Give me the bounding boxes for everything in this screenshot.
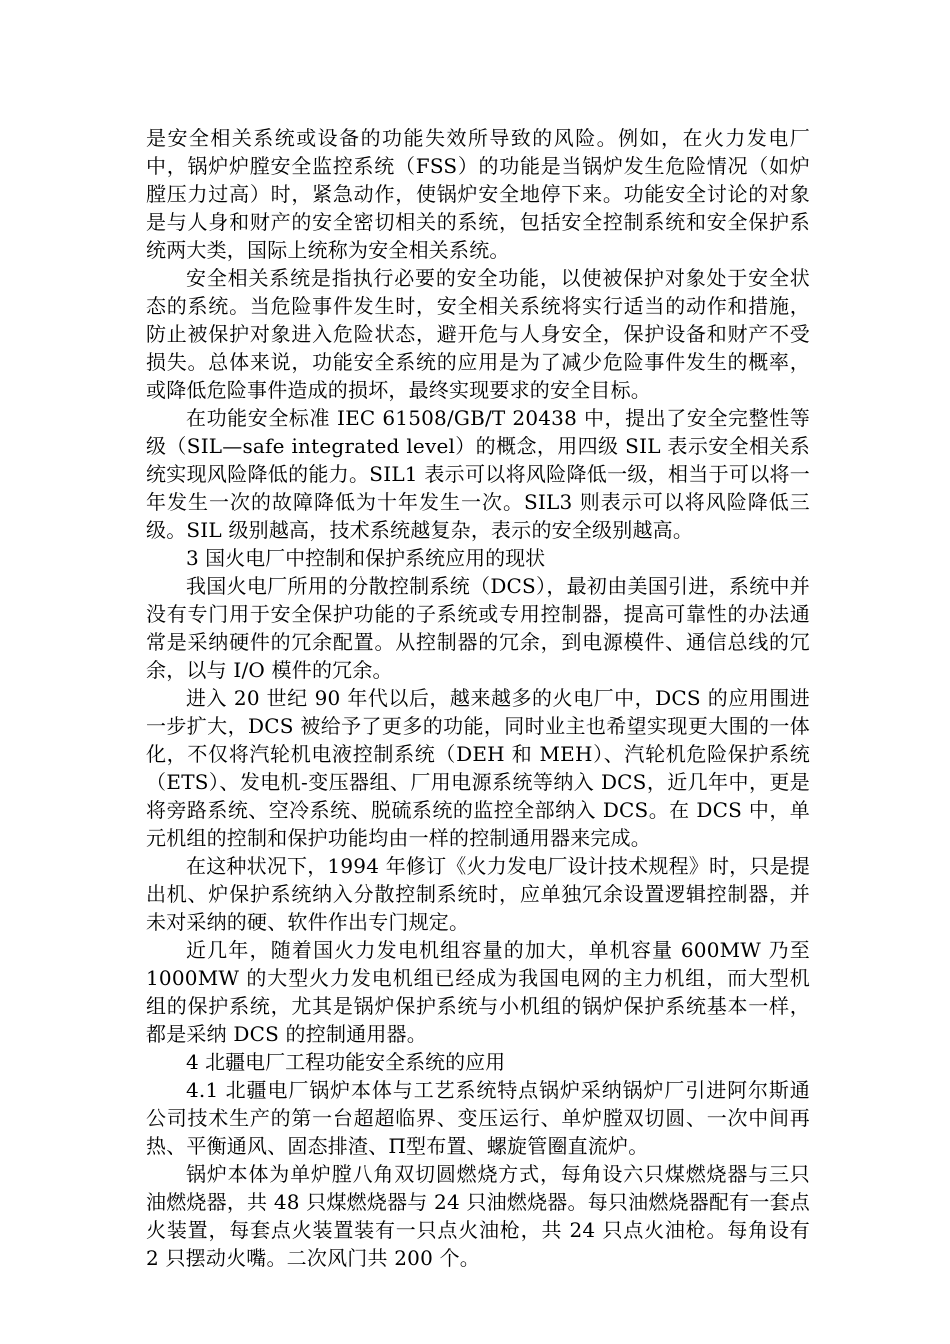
paragraph-dcs-origin: 我国火电厂所用的分散控制系统（DCS），最初由美国引进，系统中并没有专门用于安全保护功能的子系统或专用控制器，提高可靠性的办法通常是采纳硬件的冗余配置。从控制器的冗余，到电源模件、通信总线的冗余，以与 I/O 模件的冗余。 xyxy=(146,574,810,682)
paragraph-1994-regulation: 在这种状况下，1994 年修订《火力发电厂设计技术规程》时，只是提出机、炉保护系统纳入分散控制系统时，应单独冗余设置逻辑控制器，并未对采纳的硬、软件作出专门规定。 xyxy=(146,854,810,934)
paragraph-boiler-features: 4.1 北疆电厂锅炉本体与工艺系统特点锅炉采纳锅炉厂引进阿尔斯通公司技术生产的第一台超超临界、变压运行、单炉膛双切圆、一次中间再热、平衡通风、固态排渣、Π型布置、螺旋管圈直流炉。 xyxy=(146,1078,810,1158)
paragraph-functional-safety-risk: 是安全相关系统或设备的功能失效所导致的风险。例如，在火力发电厂中，锅炉炉膛安全监控系统（FSS）的功能是当锅炉发生危险情况（如炉膛压力过高）时，紧急动作，使锅炉安全地停下来。功能安全讨论的对象是与人身和财产的安全密切相关的系统，包括安全控制系统和安全保护系统两大类，国际上统称为安全相关系统。 xyxy=(146,126,810,262)
paragraph-large-units: 近几年，随着国火力发电机组容量的加大，单机容量 600MW 乃至 1000MW 的大型火力发电机组已经成为我国电网的主力机组，而大型机组的保护系统，尤其是锅炉保护系统与小机组的锅炉保护系统基本一样，都是采纳 DCS 的控制通用器。 xyxy=(146,938,810,1046)
section-heading-4: 4 北疆电厂工程功能安全系统的应用 xyxy=(186,1050,506,1074)
paragraph-sil-standard: 在功能安全标准 IEC 61508/GB/T 20438 中，提出了安全完整性等级（SIL—safe integrated level）的概念，用四级 SIL 表示安全相关系统实现风险降低的能力。SIL1 表示可以将风险降低一级，相当于可以将一年发生一次的故障降低为十年发生一次。SIL3 则表示可以将风险降低三级。SIL 级别越高，技术系统越复杂，表示的安全级别越高。 xyxy=(146,406,810,542)
paragraph-boiler-burners: 锅炉本体为单炉膛八角双切圆燃烧方式，每角设六只煤燃烧器与三只油燃烧器，共 48 只煤燃烧器与 24 只油燃烧器。每只油燃烧器配有一套点火装置，每套点火装置装有一只点火油枪，共 24 只点火油枪。每角设有 2 只摆动火嘴。二次风门共 200 个。 xyxy=(146,1162,810,1270)
paragraph-dcs-expansion: 进入 20 世纪 90 年代以后，越来越多的火电厂中，DCS 的应用围进一步扩大，DCS 被给予了更多的功能，同时业主也希望实现更大围的一体化，不仅将汽轮机电液控制系统（DEH 和 MEH）、汽轮机危险保护系统（ETS）、发电机-变压器组、厂用电源系统等纳入 DCS，近几年中，更是将旁路系统、空冷系统、脱硫系统的监控全部纳入 DCS。在 DCS 中，单元机组的控制和保护功能均由一样的控制通用器来完成。 xyxy=(146,686,810,850)
section-heading-3: 3 国火电厂中控制和保护系统应用的现状 xyxy=(186,546,546,570)
document-body xyxy=(146,124,810,1272)
paragraph-safety-related-systems: 安全相关系统是指执行必要的安全功能，以使被保护对象处于安全状态的系统。当危险事件发生时，安全相关系统将实行适当的动作和措施，防止被保护对象进入危险状态，避开危与人身安全，保护设备和财产不受损失。总体来说，功能安全系统的应用是为了减少危险事件发生的概率，或降低危险事件造成的损坏，最终实现要求的安全目标。 xyxy=(146,266,810,402)
